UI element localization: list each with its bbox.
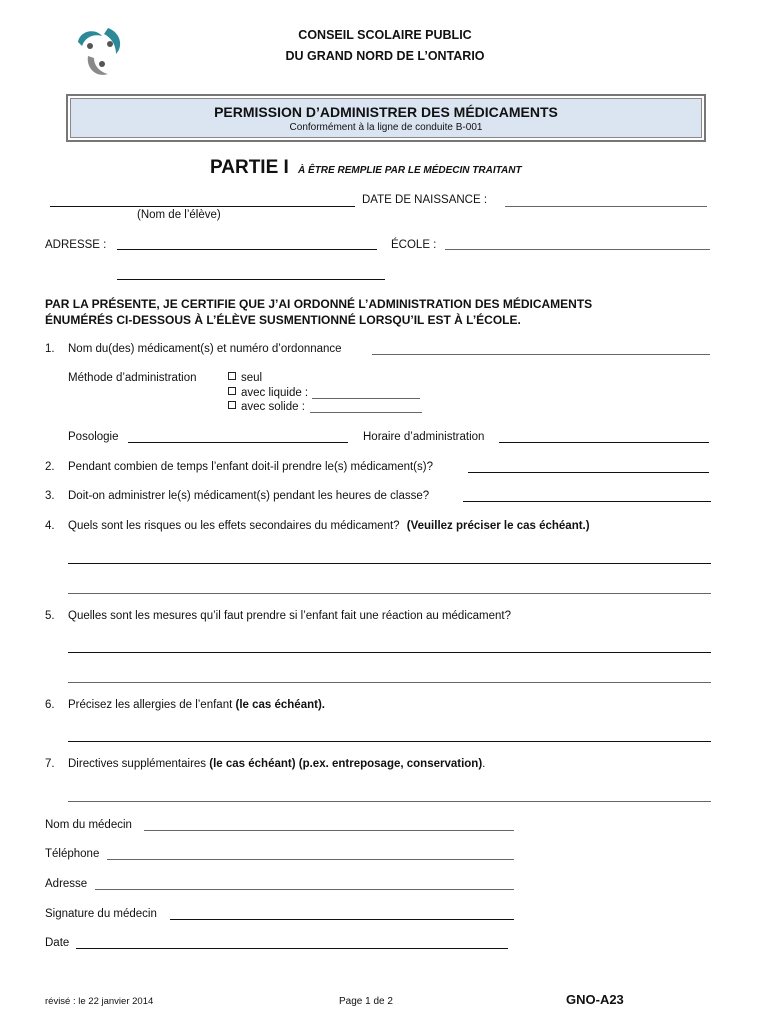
- student-name-caption: (Nom de l’élève): [137, 209, 221, 221]
- q7-text: Directives supplémentaires: [68, 758, 207, 770]
- q4-text: Quels sont les risques ou les effets secondaires du médicament?: [68, 520, 400, 532]
- dosage-label: Posologie: [68, 431, 119, 443]
- solid-field[interactable]: [310, 412, 422, 413]
- q5-number: 5.: [45, 610, 55, 622]
- schedule-label: Horaire d’administration: [363, 431, 485, 443]
- certification-line1: PAR LA PRÉSENTE, JE CERTIFIE QUE J’AI ORDONNÉ L’ADMINISTRATION DES MÉDICAMENTS: [45, 297, 593, 311]
- q1-text: Nom du(des) médicament(s) et numéro d’ordonnance: [68, 343, 342, 355]
- form-title: PERMISSION D’ADMINISTRER DES MÉDICAMENTS: [214, 104, 558, 120]
- doctor-name-field[interactable]: [144, 830, 514, 831]
- part-label: PARTIE I: [210, 157, 289, 178]
- q3-number: 3.: [45, 490, 55, 502]
- dosage-field[interactable]: [128, 442, 348, 443]
- q4-field-line2[interactable]: [68, 593, 711, 594]
- option-alone-label: seul: [241, 372, 263, 384]
- method-option-liquid[interactable]: [228, 387, 308, 399]
- q1-number: 1.: [45, 343, 55, 355]
- org-name-line2: DU GRAND NORD DE L’ONTARIO: [285, 49, 485, 63]
- option-liquid-label: avec liquide :: [241, 387, 309, 399]
- doctor-address-field[interactable]: [95, 889, 514, 890]
- liquid-field[interactable]: [312, 398, 420, 399]
- q7-end: .: [482, 758, 486, 770]
- doctor-name-label: Nom du médecin: [45, 819, 132, 831]
- school-label: ÉCOLE :: [391, 239, 437, 251]
- method-option-solid[interactable]: [228, 401, 305, 413]
- q6-number: 6.: [45, 699, 55, 711]
- q1-field[interactable]: [372, 354, 710, 355]
- checkbox-alone[interactable]: [228, 372, 236, 380]
- q2-number: 2.: [45, 461, 55, 473]
- q5-text: Quelles sont les mesures qu’il faut prendre si l’enfant fait une réaction au médicament?: [68, 610, 511, 622]
- q7-number: 7.: [45, 758, 55, 770]
- schedule-field[interactable]: [499, 442, 709, 443]
- method-option-alone[interactable]: [228, 372, 262, 384]
- q3-text: Doit-on administrer le(s) médicament(s) pendant les heures de classe?: [68, 490, 430, 502]
- revision-date: révisé : le 22 janvier 2014: [45, 996, 154, 1007]
- q6-note: (le cas échéant).: [235, 699, 325, 711]
- dob-label: DATE DE NAISSANCE :: [362, 194, 488, 206]
- q4-question: [68, 520, 590, 532]
- date-field[interactable]: [76, 948, 508, 949]
- form-title-box: [66, 94, 706, 142]
- checkbox-liquid[interactable]: [228, 387, 236, 395]
- doctor-signature-field[interactable]: [170, 919, 514, 920]
- q2-field[interactable]: [468, 472, 709, 473]
- q4-field-line1[interactable]: [68, 563, 711, 564]
- doctor-signature-label: Signature du médecin: [45, 908, 157, 920]
- dob-field[interactable]: [505, 206, 707, 207]
- q6-field[interactable]: [68, 741, 711, 742]
- page-number: Page 1 de 2: [339, 996, 393, 1007]
- q4-number: 4.: [45, 520, 55, 532]
- q5-field-line1[interactable]: [68, 652, 711, 653]
- q7-note: (le cas échéant) (p.ex. entreposage, conservation): [209, 758, 483, 770]
- doctor-phone-label: Téléphone: [45, 848, 100, 860]
- student-name-field[interactable]: [50, 206, 355, 207]
- doctor-address-label: Adresse: [45, 878, 88, 890]
- form-code: GNO-A23: [566, 992, 624, 1007]
- school-field[interactable]: [445, 249, 710, 250]
- part-note: À ÊTRE REMPLIE PAR LE MÉDECIN TRAITANT: [298, 165, 522, 176]
- address-label: ADRESSE :: [45, 239, 107, 251]
- address-field[interactable]: [117, 249, 377, 250]
- doctor-phone-field[interactable]: [107, 859, 514, 860]
- part-heading: [210, 157, 522, 179]
- date-label: Date: [45, 937, 70, 949]
- checkbox-solid[interactable]: [228, 401, 236, 409]
- q3-field[interactable]: [463, 501, 711, 502]
- option-solid-label: avec solide :: [241, 401, 305, 413]
- org-name-line1: CONSEIL SCOLAIRE PUBLIC: [298, 28, 472, 42]
- q2-text: Pendant combien de temps l’enfant doit-il prendre le(s) médicament(s)?: [68, 461, 433, 473]
- certification-line2: ÉNUMÉRÉS CI-DESSOUS À L’ÉLÈVE SUSMENTIONNÉ LORSQU’IL EST À L’ÉCOLE.: [45, 313, 521, 327]
- q6-question: [68, 699, 325, 711]
- address-field-line2[interactable]: [117, 279, 385, 280]
- q7-field[interactable]: [68, 801, 711, 802]
- method-label: Méthode d’administration: [68, 372, 197, 384]
- q6-text: Précisez les allergies de l’enfant: [68, 699, 233, 711]
- q4-note: (Veuillez préciser le cas échéant.): [406, 520, 590, 532]
- q5-field-line2[interactable]: [68, 682, 711, 683]
- q7-question: [68, 758, 485, 770]
- form-subtitle: Conformément à la ligne de conduite B-001: [289, 122, 483, 133]
